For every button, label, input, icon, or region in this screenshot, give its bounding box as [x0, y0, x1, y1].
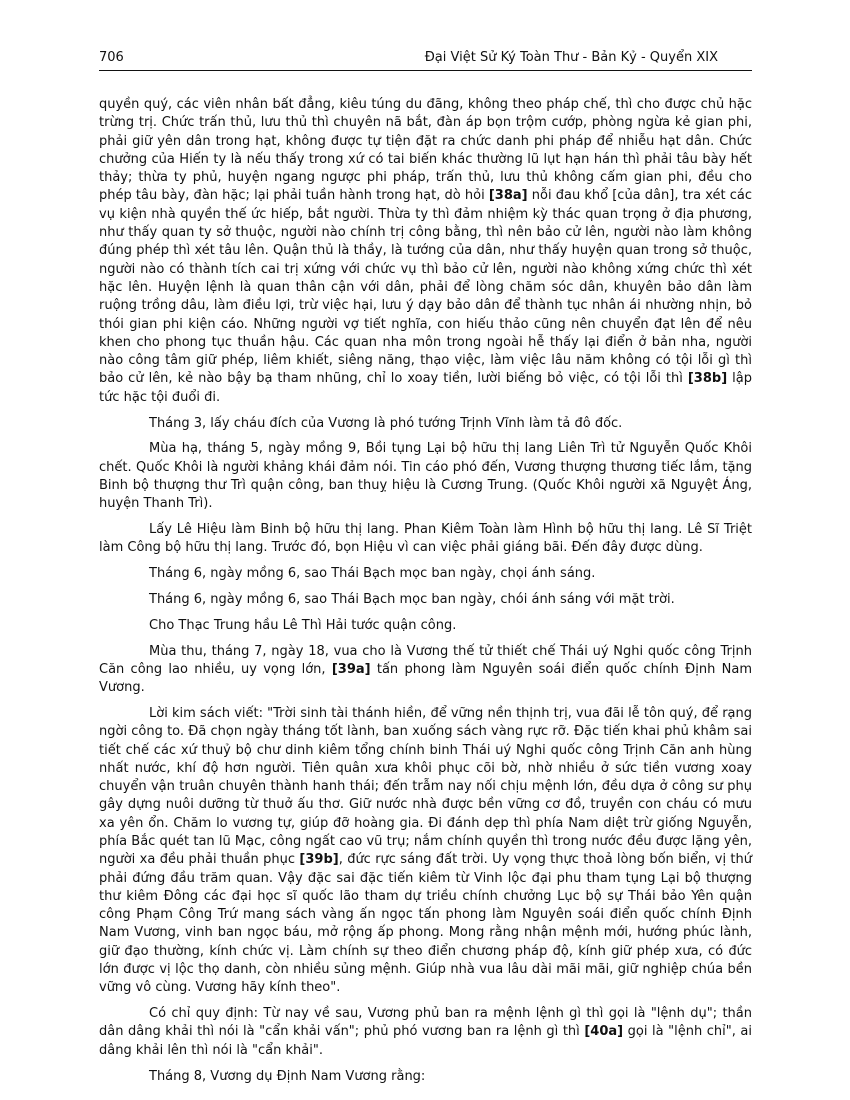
page-marker: [40a]	[584, 1024, 624, 1040]
page-marker: [38a]	[488, 188, 528, 204]
page-header	[99, 48, 752, 70]
paragraph-text: gọi là "lệnh chỉ", ai dâng khải lên thì nói là "cẩn khải".	[99, 1024, 752, 1058]
paragraph-text: lập tức hặc tội đuổi đi.	[99, 371, 752, 405]
body-text	[99, 96, 752, 1093]
header-rule	[99, 70, 752, 71]
paragraph-text: Mùa hạ, tháng 5, ngày mồng 9, Bồi tụng Lại bộ hữu thị lang Liên Trì tử Nguyễn Quốc Khôi chết. Quốc Khôi là người khảng khái đảm nói. Tin cáo phó đến, Vương thượng thương tiếc lắm, tặng Binh bộ thượng thư Trì quận công, ban thuỵ hiệu là Cương Trung. (Quốc Khôi người xã Nguyệt Áng, huyện Thanh Trì).	[99, 441, 752, 512]
paragraph	[99, 1068, 752, 1086]
paragraph-text: Mùa thu, tháng 7, ngày 18, vua cho là Vương thế tử thiết chế Thái uý Nghi quốc công Trịnh Căn công lao nhiều, uy vọng lớn,	[99, 643, 752, 677]
paragraph-text: , đức rực sáng đất trời. Uy vọng thực thoả lòng bốn biển, vị thứ phải đứng đầu trăm quan. Vậy đặc sai đặc tiến kiêm từ Vinh lộc đại phu tham tụng Lại bộ thượng thư kiêm Đông các đại học sĩ quốc lão tham dự triều chính chưởng Lục bộ sự Thái bảo Yên quận công Phạm Công Trứ mang sách vàng ấn ngọc tấn phong làm Nguyên soái điển quốc chính Định Nam Vương, vinh ban ngọc báu, mở rộng ấp phong. Mong rằng nhận mệnh mới, hướng phúc lành, giữ đạo thường, kính chức vị. Làm chính sự theo điển chương pháp độ, kính giữ phép xưa, có đức lớn được vị lộc thọ danh, còn nhiều sủng mệnh. Giúp nhà vua lâu dài mãi mãi, giữ nghiệp chúa bền vững vô cùng. Vương hãy kính theo".	[99, 852, 753, 996]
paragraph-text: Tháng 3, lấy cháu đích của Vương là phó tướng Trịnh Vĩnh làm tả đô đốc.	[149, 415, 623, 431]
page-marker: [38b]	[687, 371, 728, 387]
paragraph-text: Cho Thạc Trung hầu Lê Thì Hải tước quận công.	[149, 617, 457, 633]
paragraph-text: quyền quý, các viên nhân bất đẳng, kiêu túng du đãng, không theo pháp chế, thì cho được chủ hặc trừng trị. Chức trấn thủ, lưu thủ thì chuyên nã bắt, đàn áp bọn trộm cướp, phòng ngừa kẻ gian phi, phải giữ yên dân trong hạt, không được tự tiện đặt ra chức danh phi pháp để nhiễu hạt dân. Chức chưởng của Hiến ty là nếu thấy trong xứ có tai biến khác thường lũ lụt hạn hán thì phải tâu bày hết thảy; thừa ty phủ, huyện ngang ngược phi pháp, trấn thủ, lưu thủ không cấm gian phi, đều cho phép tâu bày, đàn hặc; lại phải tuần hành trong hạt, dò hỏi	[99, 97, 752, 204]
paragraph	[99, 565, 752, 583]
paragraph-text: Có chỉ quy định: Từ nay về sau, Vương phủ ban ra mệnh lệnh gì thì gọi là "lệnh dụ"; thần dân dâng khải thì nói là "cẩn khải vấn"; phủ phó vương ban ra lệnh gì thì	[99, 1006, 752, 1040]
paragraph-text: Lời kim sách viết: "Trời sinh tài thánh hiền, để vững nền thịnh trị, vua đãi lễ tôn quý, để rạng ngời công to. Đã chọn ngày tháng tốt lành, ban xuống sách vàng rực rỡ. Đặc tiến khai phủ khâm sai tiết chế các xứ thuỷ bộ chư dinh kiêm tổng chính binh Thái uý Nghi quốc công Trịnh Căn anh hùng nhất nước, khí độ hơn người. Tiên quân xưa khôi phục cõi bờ, nhờ nhiều ở sức tiền vương xoay chuyển vận truân chuyên thành hanh thái; đến trẫm nay nối chịu mệnh lớn, đều dựa ở công sư phụ gây dựng nuôi dưỡng từ thuở ấu thơ. Giữ nước nhà được bền vững cơ đồ, truyền con cháu có mưu xa yên ổn. Chăm lo vương tự, giúp đỡ hoàng gia. Đi đánh dẹp thì phía Nam diệt trừ giống Nguyễn, phía Bắc quét tan lũ Mạc, công ngất cao vũ trụ; nắm chính quyền thì trong nước đều được lặng yên, người xa đều phải thuần phục	[99, 705, 752, 868]
paragraph	[99, 643, 752, 698]
page-marker: [39b]	[299, 852, 339, 868]
paragraph	[99, 415, 752, 433]
running-title: Đại Việt Sử Ký Toàn Thư - Bản Kỷ - Quyển XIX	[424, 50, 718, 65]
paragraph	[99, 440, 752, 513]
paragraph-text: Tháng 6, ngày mồng 6, sao Thái Bạch mọc ban ngày, chọi ánh sáng.	[149, 566, 596, 582]
page-marker: [39a]	[331, 661, 371, 677]
paragraph-text: nỗi đau khổ [của dân], tra xét các vụ kiện nhà quyền thế ức hiếp, bắt người. Thừa ty thì đảm nhiệm kỳ thác quan trọng ở địa phương, như thấy quan ty sở thuộc, người nào chính trị công bằng, thì nên bảo cử lên, người nào làm không đúng phép thì xét tâu lên. Quận thủ là thầy, là tướng của dân, như thấy huyện quan trong sở thuộc, người nào có thành tích cai trị xứng với chức vụ thì bảo cử lên, người nào không xứng chức thì xét hặc lên. Huyện lệnh là quan thân cận với dân, phải để lòng chăm sóc dân, khuyên bảo dân làm ruộng trồng dâu, làm điều lợi, trừ việc hại, lưu ý dạy bảo dân để thành tục nhân ái nhường nhịn, bỏ thói gian phi kiện cáo. Những người vợ tiết nghĩa, con hiếu thảo cũng nên chuyển đạt lên để nêu khen cho phong tục thuần hậu. Các quan nha môn trong ngoài hễ thấy lại điển ở bản nha, người nào công tâm giữ phép, liêm khiết, siêng năng, thạo việc, làm việc lâu năm không có tội lỗi gì thì bảo cử lên, kẻ nào bậy bạ tham nhũng, chỉ lo xoay tiền, lười biếng bỏ việc, có tội lỗi thì	[99, 188, 752, 387]
paragraph	[99, 617, 752, 635]
paragraph-text: Tháng 8, Vương dụ Định Nam Vương rằng:	[149, 1068, 426, 1084]
paragraph	[99, 591, 752, 609]
paragraph-text: Tháng 6, ngày mồng 6, sao Thái Bạch mọc ban ngày, chói ánh sáng với mặt trời.	[149, 591, 675, 607]
paragraph	[99, 1005, 752, 1060]
page-number: 706	[99, 50, 124, 65]
paragraph-text: tấn phong làm Nguyên soái điển quốc chính Định Nam Vương.	[99, 661, 752, 696]
paragraph-text: Lấy Lê Hiệu làm Binh bộ hữu thị lang. Phan Kiêm Toàn làm Hình bộ hữu thị lang. Lê Sĩ Triệt làm Công bộ hữu thị lang. Trước đó, bọn Hiệu vì can việc phải giáng bãi. Đến đây được dùng.	[99, 522, 752, 556]
paragraph	[99, 705, 752, 998]
paragraph	[99, 521, 752, 558]
paragraph	[99, 96, 752, 407]
